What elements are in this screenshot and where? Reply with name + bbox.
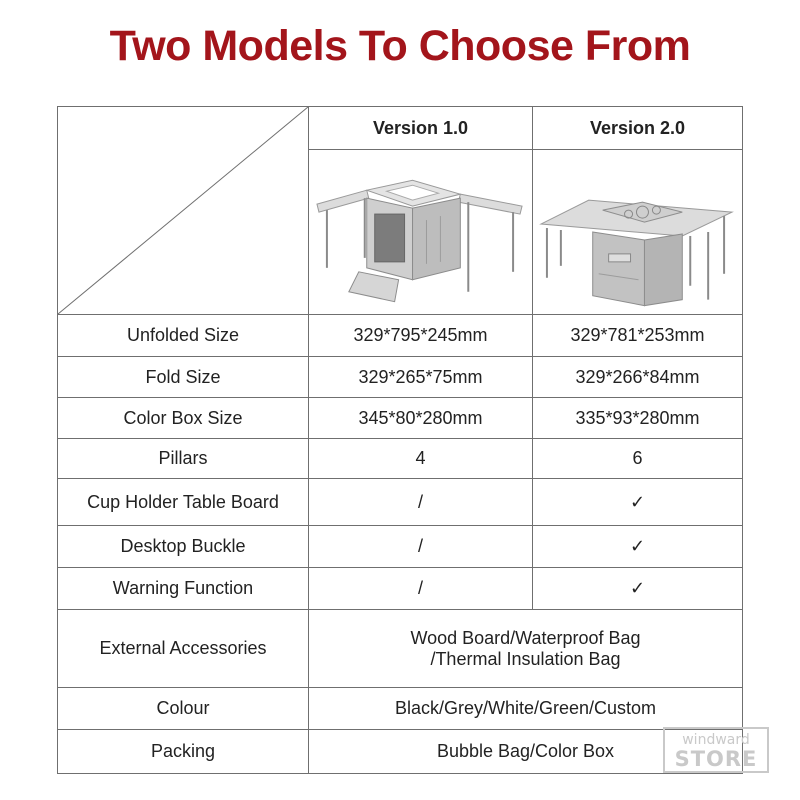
comparison-table <box>57 106 743 774</box>
table-row <box>58 439 743 479</box>
version-1-value: / <box>309 568 533 610</box>
watermark-line-1: windward <box>682 732 750 748</box>
version-1-value: / <box>309 526 533 568</box>
table-row <box>58 610 743 688</box>
row-label: Unfolded Size <box>58 315 309 357</box>
table-row <box>58 688 743 730</box>
version-1-table-illustration <box>309 150 532 314</box>
corner-cell <box>58 107 309 315</box>
version-2-header: Version 2.0 <box>533 107 743 150</box>
watermark-line-2: STORE <box>674 747 758 771</box>
version-2-table-illustration <box>533 150 742 314</box>
packing-value: Bubble Bag/Color Box <box>309 730 743 774</box>
row-label: Packing <box>58 730 309 774</box>
version-1-value: 329*795*245mm <box>309 315 533 357</box>
row-label: Fold Size <box>58 357 309 398</box>
row-label: Warning Function <box>58 568 309 610</box>
version-2-value: ✓ <box>533 479 743 526</box>
table-row <box>58 479 743 526</box>
table-row-header <box>58 107 743 150</box>
version-1-image <box>309 150 533 315</box>
accessories-line-2: /Thermal Insulation Bag <box>430 648 621 669</box>
table-row <box>58 526 743 568</box>
version-2-value: ✓ <box>533 526 743 568</box>
store-watermark <box>663 727 769 773</box>
version-2-image <box>533 150 743 315</box>
table-row <box>58 730 743 774</box>
table-row <box>58 568 743 610</box>
row-label: Cup Holder Table Board <box>58 479 309 526</box>
version-1-value: 329*265*75mm <box>309 357 533 398</box>
row-label: Color Box Size <box>58 398 309 439</box>
row-label: External Accessories <box>58 610 309 688</box>
colour-value: Black/Grey/White/Green/Custom <box>309 688 743 730</box>
page-title: Two Models To Choose From <box>109 22 691 70</box>
diagonal-divider <box>58 107 308 314</box>
version-1-value: 345*80*280mm <box>309 398 533 439</box>
row-label: Desktop Buckle <box>58 526 309 568</box>
row-label: Pillars <box>58 439 309 479</box>
version-2-value: ✓ <box>533 568 743 610</box>
version-2-value: 335*93*280mm <box>533 398 743 439</box>
accessories-value <box>309 610 743 688</box>
version-1-value: / <box>309 479 533 526</box>
version-1-header: Version 1.0 <box>309 107 533 150</box>
version-2-value: 329*781*253mm <box>533 315 743 357</box>
table-row <box>58 315 743 357</box>
table-row <box>58 357 743 398</box>
table-row <box>58 398 743 439</box>
accessories-line-1: Wood Board/Waterproof Bag <box>410 627 641 648</box>
row-label: Colour <box>58 688 309 730</box>
version-1-value: 4 <box>309 439 533 479</box>
version-2-value: 6 <box>533 439 743 479</box>
version-2-value: 329*266*84mm <box>533 357 743 398</box>
